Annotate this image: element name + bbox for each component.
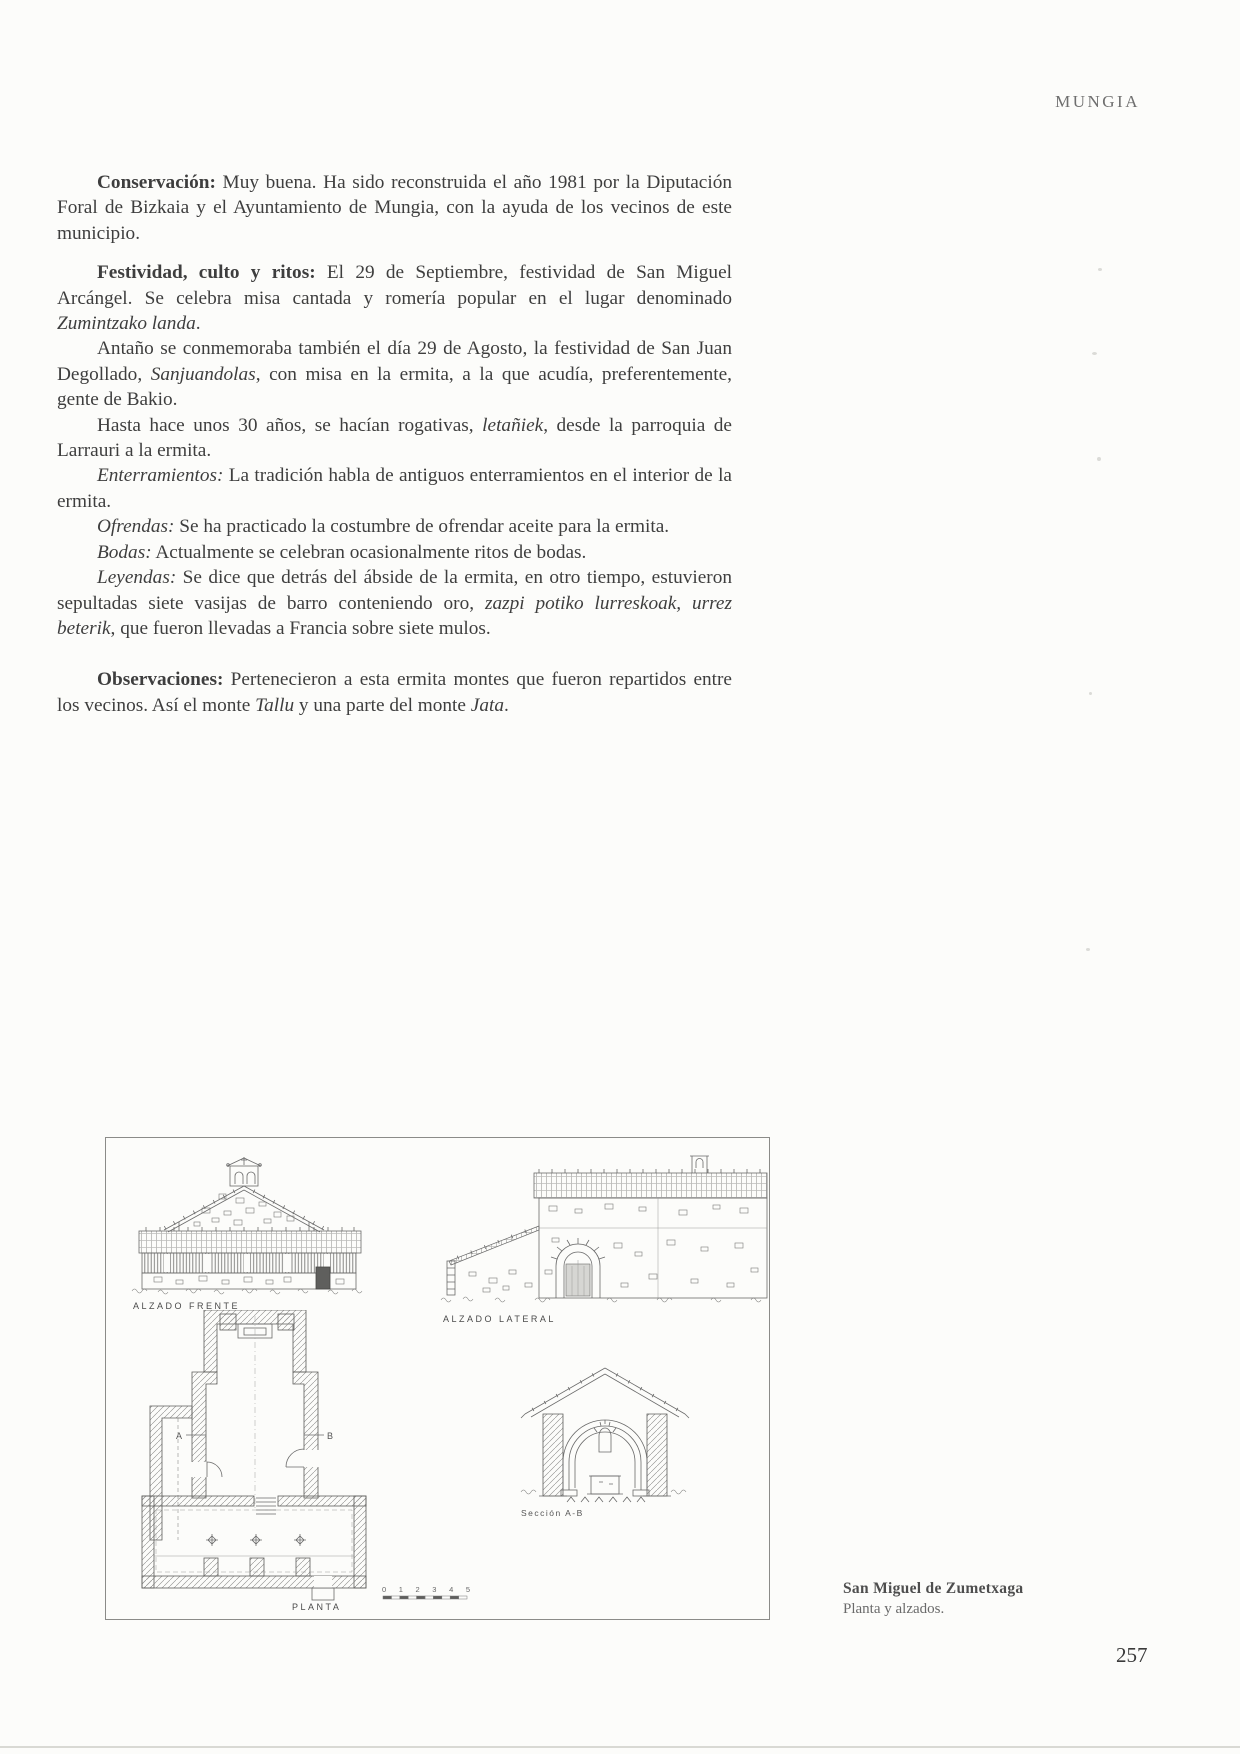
paragraph-conservacion: Conservación: Muy buena. Ha sido reconstruida el año 1981 por la Diputación Foral de Bizkaia y el Ayuntamiento de Mungia, con la ayuda de los vecinos de este municipio. — [57, 172, 732, 244]
scan-speck — [1092, 352, 1097, 355]
scale-bar — [382, 1585, 474, 1601]
scale-number: 0 — [382, 1585, 387, 1594]
scan-speck — [1089, 692, 1092, 695]
paragraph-festividad: Festividad, culto y ritos: El 29 de Septiembre, festividad de San Miguel Arcángel. Se celebra misa cantada y romería popular en el lugar denominado Zumintzako landa. — [57, 262, 732, 335]
caption-title: San Miguel de Zumetxaga — [843, 1580, 1024, 1597]
label-section: Sección A-B — [521, 1508, 584, 1518]
scale-stripes — [382, 1595, 472, 1601]
plan-marker-a: A — [176, 1431, 183, 1441]
scale-number: 2 — [415, 1585, 420, 1594]
plan-marker-b: B — [327, 1431, 334, 1441]
scan-speck — [1097, 457, 1101, 461]
scan-speck — [1086, 948, 1090, 951]
paragraph-antano: Antaño se conmemoraba también el día 29 de Agosto, la festividad de San Juan Degollado, Sanjuandolas, con misa en la ermita, a la que acudía, preferentemente, gente de Bakio. — [57, 338, 732, 411]
body-text — [57, 170, 732, 718]
label-side-elevation: ALZADO LATERAL — [443, 1314, 556, 1324]
scan-speck — [1098, 268, 1102, 271]
caption-subtitle: Planta y alzados. — [843, 1601, 945, 1617]
label-front-elevation: ALZADO FRENTE — [133, 1301, 241, 1311]
paragraph-leyendas: Leyendas: Se dice que detrás del ábside de la ermita, en otro tiempo, estuvieron sepultadas siete vasijas de barro conteniendo oro, zazpi potiko lurreskoak, urrez beterik, que fueron llevadas a Francia sobre siete mulos. — [57, 567, 732, 639]
figure-caption — [843, 1580, 1023, 1618]
paragraph-rogativas: Hasta hace unos 30 años, se hacían rogativas, letañiek, desde la parroquia de Larrauri a la ermita. — [57, 414, 732, 462]
scale-number: 5 — [465, 1585, 470, 1594]
page-number: 257 — [1116, 1643, 1148, 1667]
scale-number: 1 — [398, 1585, 403, 1594]
scale-numbers — [382, 1585, 470, 1594]
floor-plan-drawing — [134, 1310, 374, 1602]
scale-number: 4 — [449, 1585, 454, 1594]
stone-texture — [194, 1194, 294, 1226]
side-elevation-drawing — [439, 1148, 769, 1323]
running-header: MUNGIA — [1055, 92, 1140, 111]
paragraph-observaciones: Observaciones: Pertenecieron a esta ermita montes que fueron repartidos entre los vecinos. Así el monte Tallu y una parte del monte Jata. — [57, 669, 732, 716]
cross-section-drawing — [519, 1364, 691, 1516]
scan-page-edge — [0, 1746, 1240, 1748]
front-elevation-drawing — [124, 1156, 379, 1306]
front-door — [316, 1267, 330, 1289]
paragraph-bodas: Bodas: Actualmente se celebran ocasionalmente ritos de bodas. — [97, 541, 587, 563]
paragraph-ofrendas: Ofrendas: Se ha practicado la costumbre de ofrendar aceite para la ermita. — [97, 516, 670, 538]
paragraph-enterramientos: Enterramientos: La tradición habla de antiguos enterramientos en el interior de la ermita. — [57, 465, 732, 512]
scale-number: 3 — [432, 1585, 437, 1594]
figure-box — [105, 1137, 770, 1620]
label-plan: PLANTA — [292, 1602, 342, 1612]
